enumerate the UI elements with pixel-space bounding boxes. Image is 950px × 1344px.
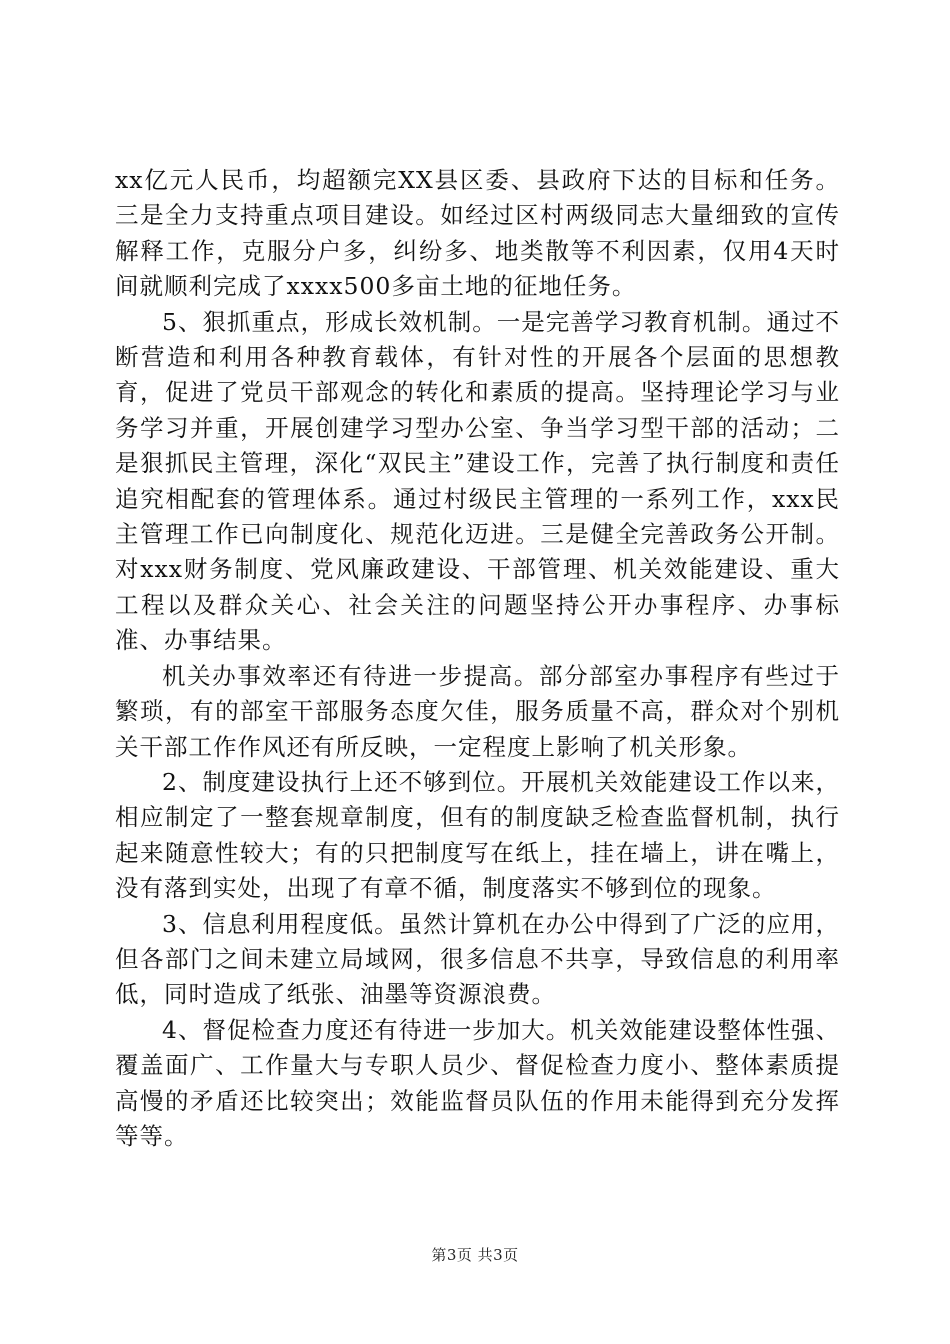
paragraph-2: 5、狠抓重点，形成长效机制。一是完善学习教育机制。通过不断营造和利用各种教育载体，有针对性的开展各个层面的思想教育，促进了党员干部观念的转化和素质的提高。坚持理论学习与业务学习并重，开展创建学习型办公室、争当学习型干部的活动；二是狠抓民主管理，深化“双民主”建设工作，完善了执行制度和责任追究相配套的管理体系。通过村级民主管理的一系列工作，xxx民主管理工作已向制度化、规范化迈进。三是健全完善政务公开制。对xxx财务制度、党风廉政建设、干部管理、机关效能建设、重大工程以及群众关心、社会关注的问题坚持公开办事程序、办事标准、办事结果。 <box>115 307 840 655</box>
paragraph-5: 3、信息利用程度低。虽然计算机在办公中得到了广泛的应用，但各部门之间未建立局域网，很多信息不共享，导致信息的利用率低，同时造成了纸张、油墨等资源浪费。 <box>115 909 840 1009</box>
page-number-footer: 第3页 共3页 <box>431 1246 519 1264</box>
document-body <box>115 163 840 1154</box>
paragraph-1: xx亿元人民币，均超额完XX县区委、县政府下达的目标和任务。三是全力支持重点项目建设。如经过区村两级同志大量细致的宣传解释工作，克服分户多，纠纷多、地类散等不利因素，仅用4天时间就顺利完成了xxxx500多亩土地的征地任务。 <box>115 166 840 301</box>
paragraph-3: 机关办事效率还有待进一步提高。部分部室办事程序有些过于繁琐，有的部室干部服务态度欠佳，服务质量不高，群众对个别机关干部工作作风还有所反映，一定程度上影响了机关形象。 <box>115 661 840 761</box>
paragraph-6: 4、督促检查力度还有待进一步加大。机关效能建设整体性强、覆盖面广、工作量大与专职人员少、督促检查力度小、整体素质提高慢的矛盾还比较突出；效能监督员队伍的作用未能得到充分发挥等等。 <box>115 1015 840 1150</box>
paragraph-4: 2、制度建设执行上还不够到位。开展机关效能建设工作以来，相应制定了一整套规章制度，但有的制度缺乏检查监督机制，执行起来随意性较大；有的只把制度写在纸上，挂在墙上，讲在嘴上，没有落到实处，出现了有章不循，制度落实不够到位的现象。 <box>115 767 840 903</box>
